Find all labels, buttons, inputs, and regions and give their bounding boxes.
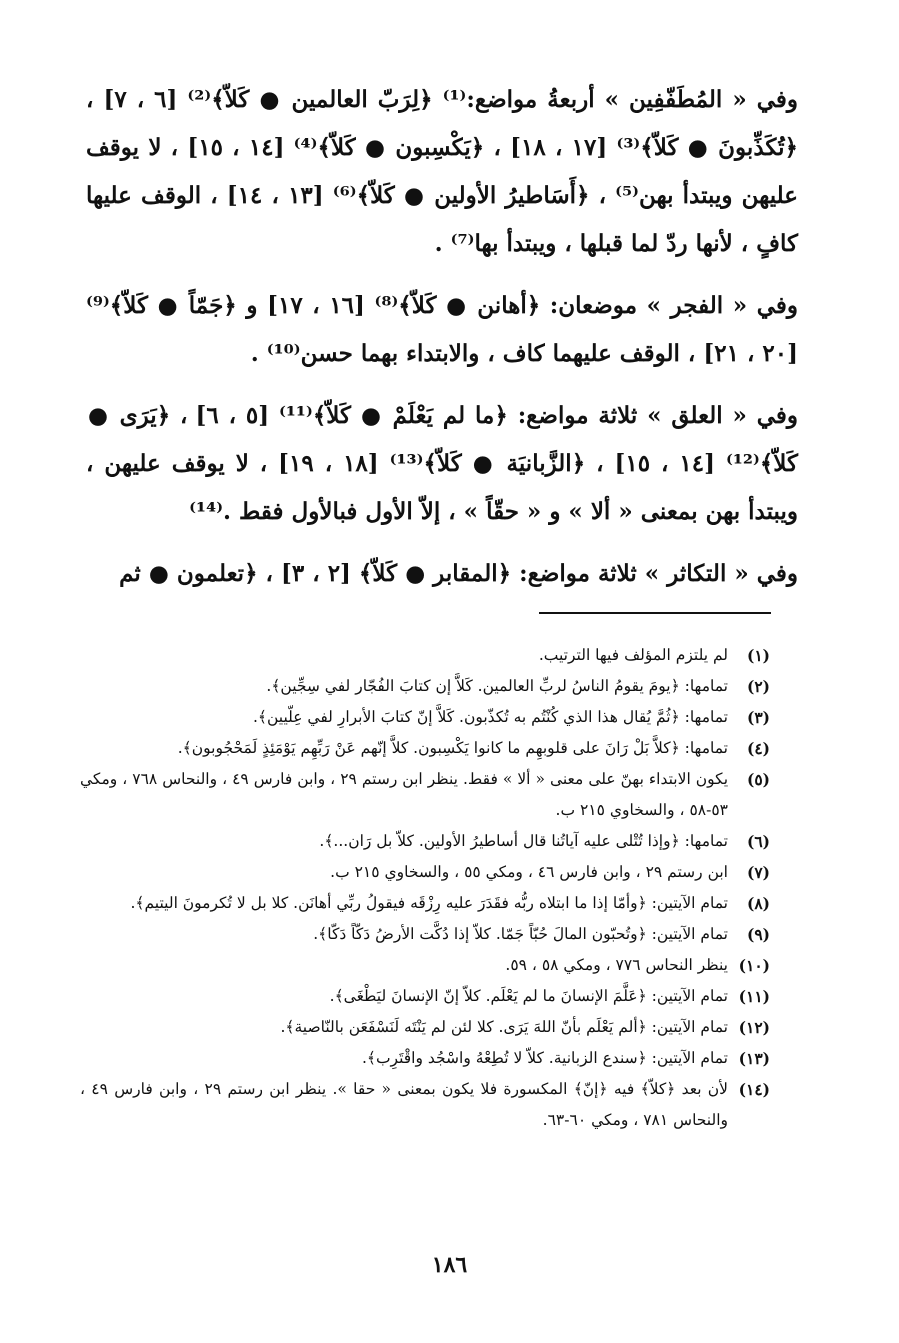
footnote-number: (٢) (746, 677, 770, 696)
paragraph-takathur: وفي « التكاثر » ثلاثة مواضع: ﴿المقابر ● كَلاّ﴾ [٢ ، ٣] ، ﴿تعلمون ● ثم (119, 560, 798, 587)
footnotes (80, 640, 770, 1136)
footnote-text: تمامها: ﴿وإذا تُتْلى عليه آياتُنا قال أساطيرُ الأولين. كلاّ بل رَان...﴾. (319, 832, 728, 850)
footnote-text: تمام الآيتين: ﴿وتُحبّون المالَ حُبّاً جَمّا. كلاّ إذا دُكَّت الأرضُ دَكّاً دَكّا﴾. (313, 925, 728, 943)
footnote-text: لأن بعد ﴿كلاّ﴾ فيه ﴿إنّ﴾ المكسورة فلا يكون بمعنى « حقا ». ينظر ابن رستم ٢٩ ، وابن فارس ٤٩ ، والنحاس ٧٨١ ، ومكي ٦٠-٦٣. (80, 1080, 729, 1129)
footnote-item (80, 857, 770, 888)
footnote-item (80, 733, 770, 764)
footnote-text: تمام الآيتين: ﴿ألم يَعْلَم بأنّ اللهَ يَرَى. كلا لئن لم يَنْتَه لَنَسْفَعَن بالنّاصية﴾. (280, 1018, 728, 1036)
footnote-item (80, 826, 770, 857)
footnote-divider (539, 612, 771, 614)
footnote-text: تمامها: ﴿يومَ يقومُ الناسُ لربِّ العالمين. كَلاَّ إن كتابَ الفُجّار لفي سِجِّين﴾. (266, 677, 728, 695)
footnote-number: (٧) (746, 863, 770, 882)
footnote-text: ابن رستم ٢٩ ، وابن فارس ٤٦ ، ومكي ٥٥ ، والسخاوي ٢١٥ ب. (330, 863, 728, 881)
footnote-number: (٤) (746, 739, 770, 758)
footnote-text: تمامها: ﴿ثُمَّ يُقال هذا الذي كُنْتُم به تُكذّبون. كَلاَّ إنّ كتابَ الأبرارِ لفي عِلّيين﴾. (252, 708, 728, 726)
footnote-text: تمامها: ﴿كلاَّ بَلْ رَانَ على قلوبهِم ما كانوا يَكْسِبون. كلاَّ إنّهم عَنْ رَبِّهِم يَوْمَئِذٍ لَمَحْجُوبون﴾. (177, 739, 728, 757)
footnote-number: (٩) (746, 925, 770, 944)
footnote-item (80, 702, 770, 733)
footnote-number: (١١) (738, 987, 770, 1006)
footnote-number: (٦) (746, 832, 770, 851)
footnote-number: (١٢) (738, 1018, 770, 1037)
footnote-item (80, 671, 770, 702)
page-number: ١٨٦ (431, 1252, 468, 1278)
footnote-item (80, 1074, 770, 1136)
footnote-number: (٥) (746, 770, 770, 789)
paragraph-mutaffifin: وفي « المُطَفّفِين » أربعةُ مواضع:⁽¹⁾ ﴿لِرَبّ العالمين ● كَلاّ﴾⁽²⁾ [٦ ، ٧] ، ﴿تُكَذِّبونَ ● كَلاّ﴾⁽³⁾ [١٧ ، ١٨] ، ﴿يَكْسِبون ● كَلاّ﴾⁽⁴⁾ [١٤ ، ١٥] ، لا يوقف عليهن ويبتدأ بهن⁽⁵⁾ ، ﴿أَسَاطيرُ الأولين ● كَلاّ﴾⁽⁶⁾ [١٣ ، ١٤] ، الوقف عليها كافٍ ، لأنها ردّ لما قبلها ، ويبتدأ بها⁽⁷⁾ . (86, 86, 798, 257)
paragraph-alaq: وفي « العلق » ثلاثة مواضع: ﴿ما لم يَعْلَمْ ● كَلاّ﴾⁽¹¹⁾ [٥ ، ٦] ، ﴿يَرَى ● كَلاّ﴾⁽¹²⁾ [١٤ ، ١٥] ، ﴿الزَّبانيَة ● كَلاّ﴾⁽¹³⁾ [١٨ ، ١٩] ، لا يوقف عليهن ، ويبتدأ بهن بمعنى « ألا » و « حقّاً » ، إلاّ الأول فبالأول فقط .⁽¹⁴⁾ (86, 402, 798, 525)
main-text (86, 76, 798, 612)
footnote-number: (٣) (746, 708, 770, 727)
footnote-item (80, 981, 770, 1012)
footnote-item (80, 1043, 770, 1074)
paragraph-fajr: وفي « الفجر » موضعان: ﴿أهانن ● كَلاّ﴾⁽⁸⁾ [١٦ ، ١٧] و ﴿جَمّاً ● كَلاّ﴾⁽⁹⁾ [٢٠ ، ٢١] ، الوقف عليهما كاف ، والابتداء بهما حسن⁽¹⁰⁾ . (86, 292, 798, 367)
footnote-item (80, 640, 770, 671)
footnote-number: (١٠) (738, 956, 770, 975)
footnote-text: تمام الآيتين: ﴿عَلَّمَ الإنسانَ ما لم يَعْلَم. كلاّ إنّ الإنسانَ ليَطْغَى﴾. (329, 987, 728, 1005)
footnote-item (80, 919, 770, 950)
footnote-item (80, 764, 770, 826)
footnote-text: تمام الآيتين: ﴿سندع الزبانية. كلاّ لا تُطِعْهُ واسْجُد واقْتَرِب﴾. (361, 1049, 728, 1067)
footnote-text: ينظر النحاس ٧٧٦ ، ومكي ٥٨ ، ٥٩. (505, 956, 728, 974)
footnote-item (80, 950, 770, 981)
footnote-text: يكون الابتداء بهنّ على معنى « ألا » فقط. ينظر ابن رستم ٢٩ ، وابن فارس ٤٩ ، والنحاس ٧٦٨ ، ومكي ٥٣-٥٨ ، والسخاوي ٢١٥ ب. (80, 770, 729, 819)
footnote-text: لم يلتزم المؤلف فيها الترتيب. (538, 646, 728, 664)
footnote-item (80, 888, 770, 919)
footnote-number: (١٣) (738, 1049, 770, 1068)
footnote-item (80, 1012, 770, 1043)
footnote-text: تمام الآيتين: ﴿وأمّا إذا ما ابتلاه ربُّه فقَدَرَ عليه رِزْقَه فيقولُ ربِّي أهانَن. كلا بل لا تُكرمونَ اليتيم﴾. (130, 894, 728, 912)
footnote-number: (١٤) (738, 1080, 770, 1099)
footnote-number: (١) (746, 646, 770, 665)
footnote-number: (٨) (746, 894, 770, 913)
